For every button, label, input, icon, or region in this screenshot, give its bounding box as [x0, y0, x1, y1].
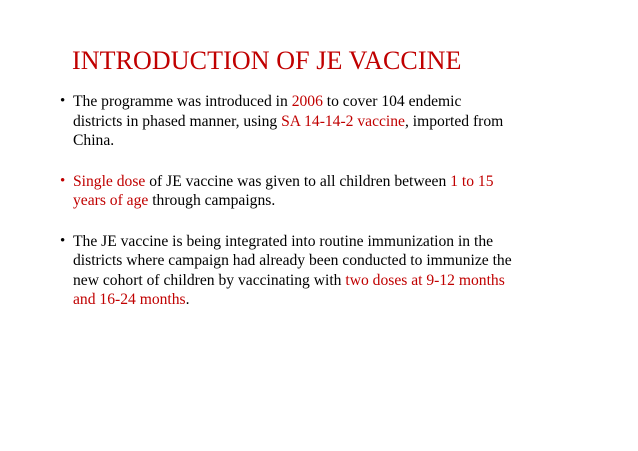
bullet-line — [73, 251, 580, 271]
bullet-line — [73, 290, 580, 310]
highlight-single-dose: Single dose — [73, 172, 146, 190]
bullet-line — [73, 112, 580, 132]
highlight-year: 2006 — [291, 93, 323, 110]
highlight-dose-schedule: and 16-24 months — [73, 291, 186, 308]
highlight-vaccine-name: SA 14-14-2 vaccine — [281, 112, 405, 130]
bullet-item — [60, 172, 580, 211]
bullet-dot-icon: • — [60, 93, 66, 109]
bullet-line — [73, 131, 580, 151]
text-segment: The programme was introduced in — [73, 93, 292, 110]
slide-title: INTRODUCTION OF JE VACCINE — [72, 46, 462, 75]
bullet-line — [73, 92, 580, 112]
text-segment: districts where campaign had already been conducted to immunize the — [73, 252, 512, 269]
bullet-line — [73, 271, 580, 291]
bullet-line — [73, 191, 580, 211]
text-segment: districts in phased manner, using — [73, 112, 282, 130]
highlight-age-range: years of age — [73, 192, 149, 209]
bullet-list — [60, 92, 580, 310]
highlight-age-range: 1 to 15 — [450, 172, 494, 190]
bullet-item — [60, 232, 580, 310]
text-segment: China. — [73, 132, 115, 149]
highlight-dose-schedule: two doses at 9-12 months — [345, 271, 505, 289]
bullet-dot-icon: • — [60, 232, 66, 249]
bullet-item — [60, 92, 580, 151]
bullet-line — [73, 172, 580, 192]
bullet-line — [73, 232, 580, 252]
text-segment: The JE vaccine is being integrated into routine immunization in the — [73, 232, 494, 250]
text-segment: , imported from — [404, 112, 504, 130]
text-segment: . — [185, 291, 190, 308]
text-segment: new cohort of children by vaccinating with — [73, 271, 346, 289]
text-segment: of JE vaccine was given to all children between — [145, 172, 451, 190]
bullet-dot-icon: • — [60, 172, 66, 189]
text-segment: to cover 104 endemic — [322, 93, 462, 110]
text-segment: through campaigns. — [148, 192, 276, 209]
